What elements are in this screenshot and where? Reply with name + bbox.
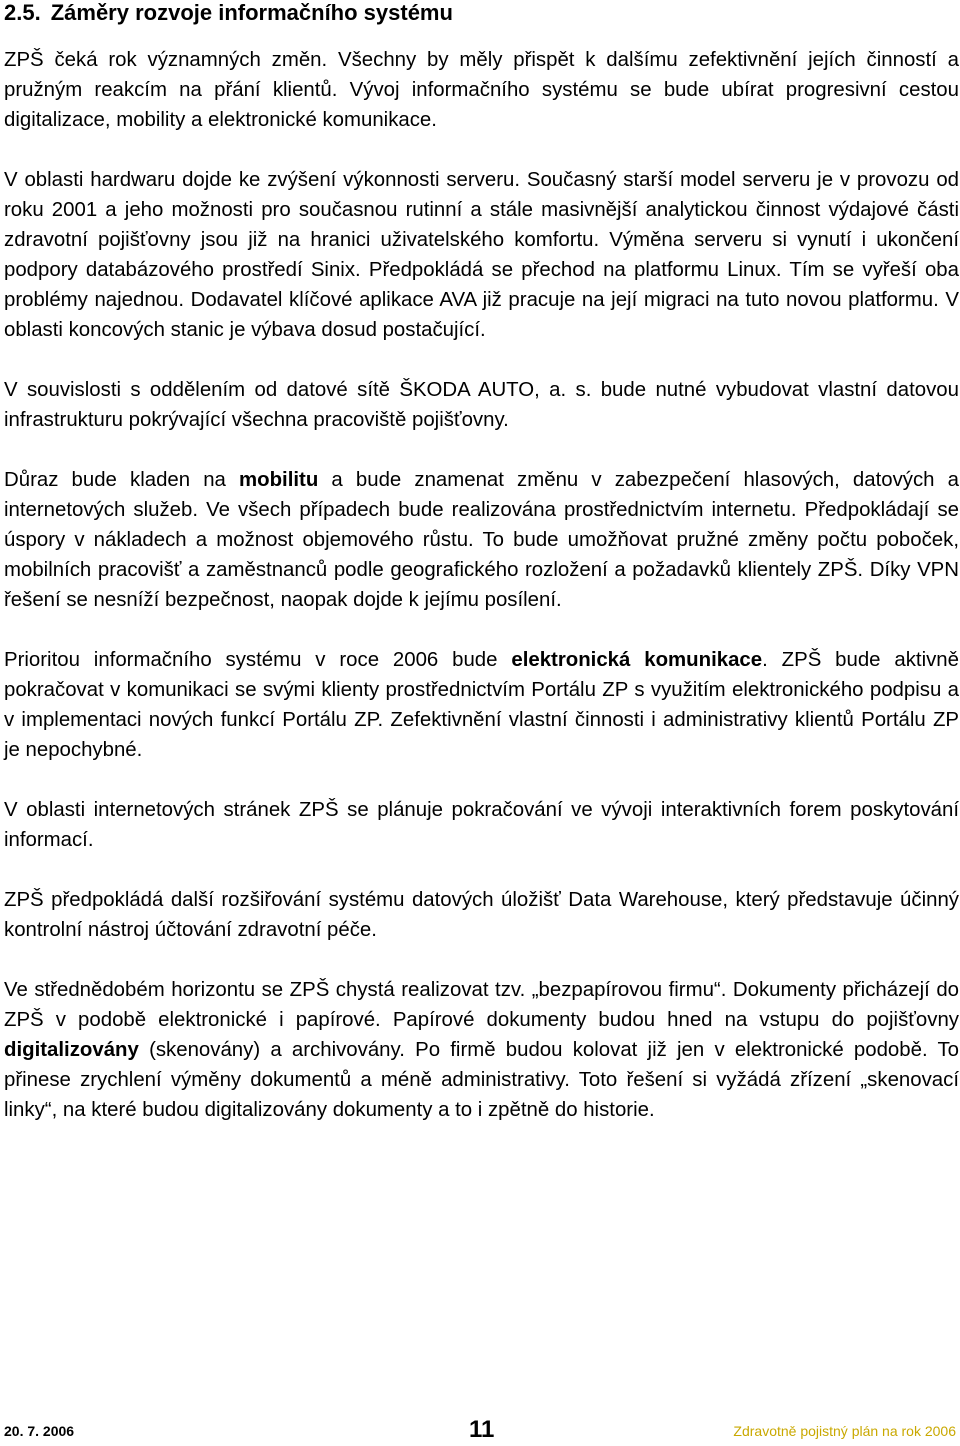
paragraph-paperless-end: (skenovány) a archivovány. Po firmě budou kolovat již jen v elektronické podobě. To přinese zrychlení výměny dokumentů a méně administrativy. Toto řešení si vyžádá zřízení „skenovací linky“, na které budou digitalizovány dokumenty a to i zpětně do historie. [4, 1039, 959, 1121]
section-heading [4, 0, 959, 26]
section-title: Záměry rozvoje informačního systému [50, 0, 453, 25]
document-page [4, 0, 959, 1125]
footer-page-number: 11 [469, 1416, 495, 1443]
paragraph-e-communication-start: Prioritou informačního systému v roce 2006 bude [4, 649, 512, 671]
paragraph-paperless-bold: digitalizovány [4, 1039, 139, 1061]
paragraph-paperless-start: Ve střednědobém horizontu se ZPŠ chystá realizovat tzv. „bezpapírovou firmu“. Dokumenty přicházejí do ZPŠ v podobě elektronické i papírové. Papírové dokumenty budou hned na vstupu do pojišťovny [4, 979, 959, 1031]
footer-date: 20. 7. 2006 [4, 1423, 75, 1439]
paragraph-mobility-start: Důraz bude kladen na [4, 469, 240, 491]
paragraph-network: V souvislosti s oddělením od datové sítě ŠKODA AUTO, a. s. bude nutné vybudovat vlastní datovou infrastrukturu pokrývající všechna pracoviště pojišťovny. [4, 379, 959, 431]
section-number: 2.5. [4, 0, 41, 25]
paragraph-mobility-end: a bude znamenat změnu v zabezpečení hlasových, datových a internetových služeb. Ve všech případech bude realizována prostřednictvím internetu. Předpokládají se úspory v nákladech a možnost objemového růstu. To bude umožňovat pružné změny počtu poboček, mobilních pracovišť a zaměstnanců podle geografického rozložení a požadavků klientely ZPŠ. Díky VPN řešení se nesníží bezpečnost, naopak dojde k jejímu posílení. [4, 469, 959, 611]
paragraph-e-communication-end: . ZPŠ bude aktivně pokračovat v komunikaci se svými klienty prostřednictvím Portálu ZP s využitím elektronického podpisu a v implementaci nových funkcí Portálu ZP. Zefektivnění vlastní činnosti i administrativy klientů Portálu ZP je nepochybné. [4, 649, 959, 761]
paragraph-e-communication [4, 645, 959, 765]
paragraph-data-warehouse: ZPŠ předpokládá další rozšiřování systému datových úložišť Data Warehouse, který představuje účinný kontrolní nástroj účtování zdravotní péče. [4, 889, 959, 941]
paragraph-intro: ZPŠ čeká rok významných změn. Všechny by měly přispět k dalšímu zefektivnění jejích činností a pružným reakcím na přání klientů. Vývoj informačního systému se bude ubírat progresivní cestou digitalizace, mobility a elektronické komunikace. [4, 49, 959, 131]
paragraph-hardware: V oblasti hardwaru dojde ke zvýšení výkonnosti serveru. Současný starší model serveru je v provozu od roku 2001 a jeho možnosti pro současnou rutinní a stále masivnější analytickou činnost výdajové části zdravotní pojišťovny jsou již na hranici uživatelského komfortu. Výměna serveru si vynutí i ukončení podpory databázového prostředí Sinix. Předpokládá se přechod na platformu Linux. Tím se vyřeší oba problémy najednou. Dodavatel klíčové aplikace AVA již pracuje na její migraci na tuto novou platformu. V oblasti koncových stanic je výbava dosud postačující. [4, 169, 959, 341]
footer-document-title: Zdravotně pojistný plán na rok 2006 [733, 1423, 956, 1439]
page-footer [4, 1416, 956, 1444]
paragraph-website: V oblasti internetových stránek ZPŠ se plánuje pokračování ve vývoji interaktivních forem poskytování informací. [4, 799, 959, 851]
paragraph-mobility [4, 465, 959, 615]
paragraph-e-communication-bold: elektronická komunikace [511, 649, 763, 671]
paragraph-mobility-bold: mobilitu [239, 469, 319, 491]
paragraph-paperless [4, 975, 959, 1125]
